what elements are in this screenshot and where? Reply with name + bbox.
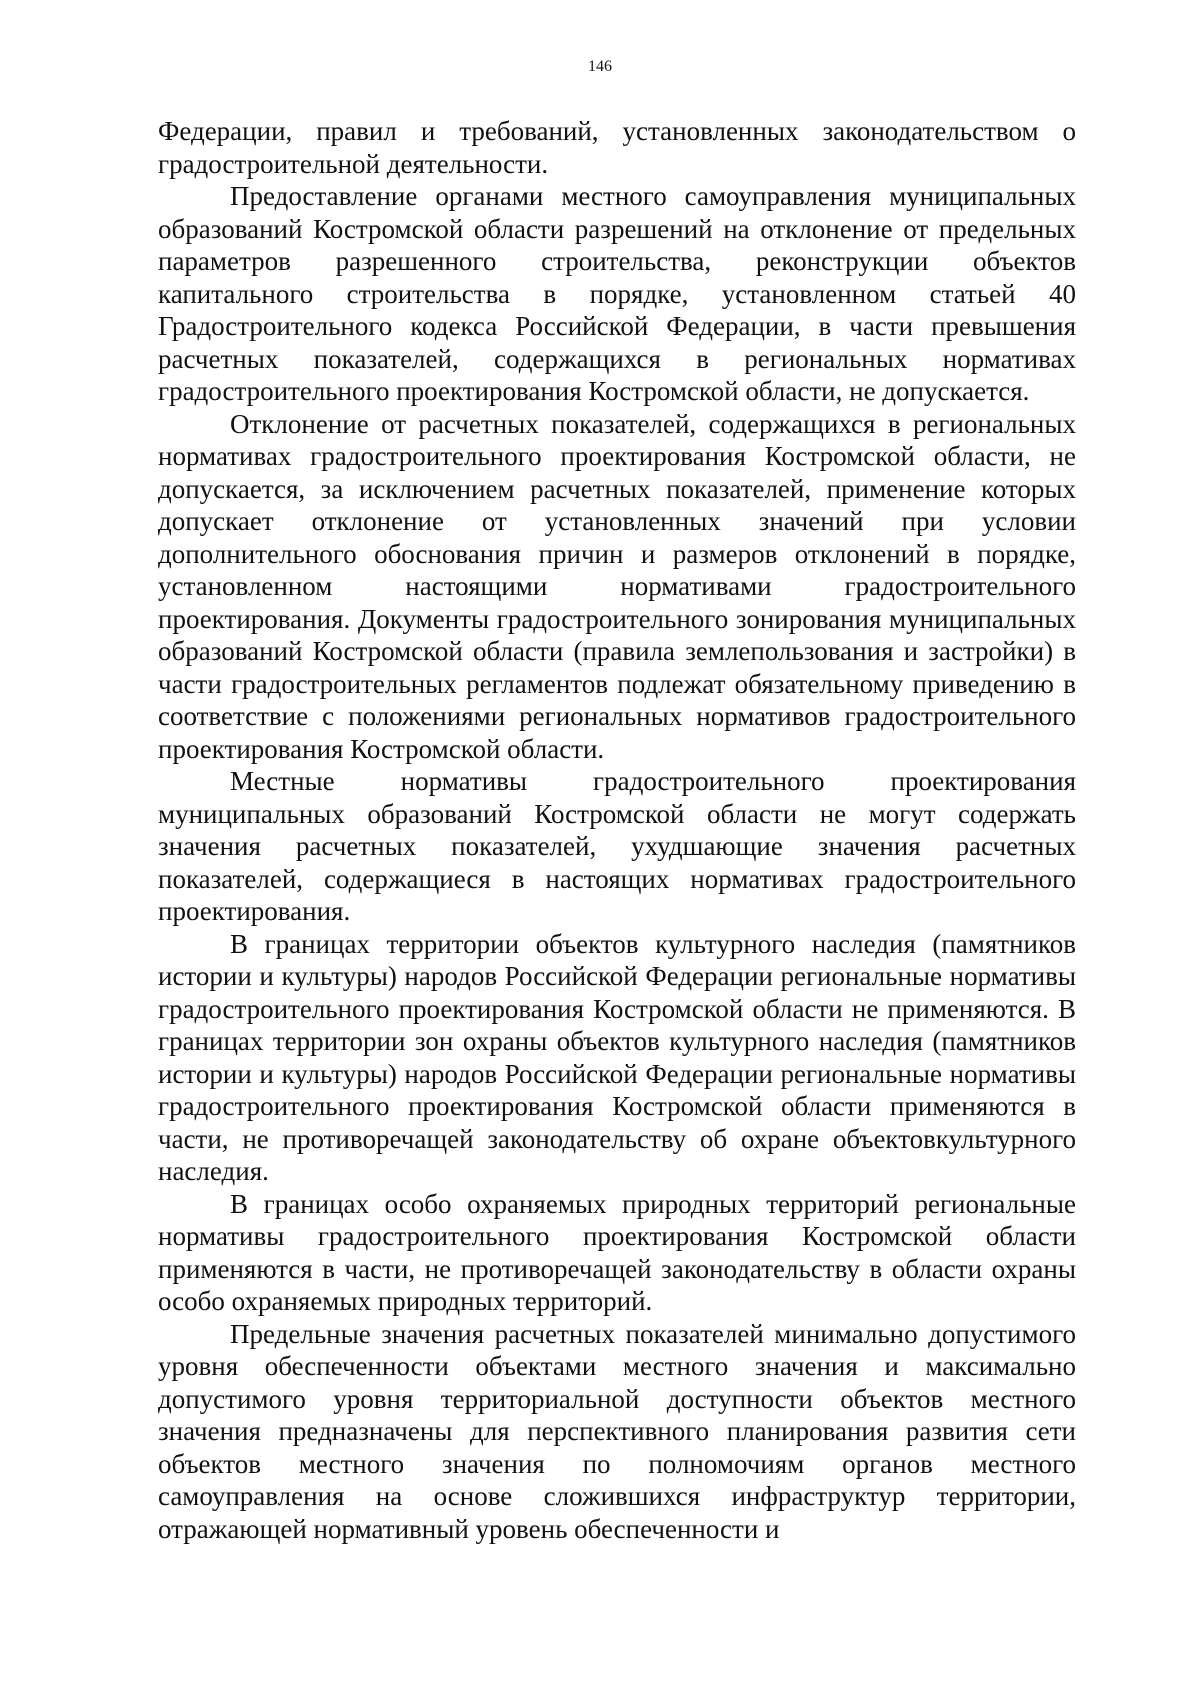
paragraph-local-standards: Местные нормативы градостроительного проектирования муниципальных образований Костромской области не могут содержать значения расчетных показателей, ухудшающие значения расчетных показателей, содержащиеся в настоящих нормативах градостроительного проектирования.: [158, 766, 1076, 926]
paragraph-deviation-from-indicators: Отклонение от расчетных показателей, содержащихся в региональных нормативах градостроительного проектирования Костромской области, не допускается, за исключением расчетных показателей, применение которых допускает отклонение от установленных значений при условии дополнительного обоснования причин и размеров отклонений в порядке, установленном настоящими нормативами градостроительного проектирования. Документы градостроительного зонирования муниципальных образований Костромской области (правила землепользования и застройки) в части градостроительных регламентов подлежат обязательному приведению в соответствие с положениями региональных нормативов градостроительного проектирования Костромской области.: [158, 408, 1076, 764]
paragraph-continuation: Федерации, правил и требований, установленных законодательством о градостроительной деятельности.: [158, 116, 1076, 179]
page-number: 146: [588, 58, 612, 75]
paragraph-limit-values: Предельные значения расчетных показателей минимально допустимого уровня обеспеченности объектами местного значения и максимально допустимого уровня территориальной доступности объектов местного значения предназначены для перспективного планирования развития сети объектов местного значения по полномочиям органов местного самоуправления на основе сложившихся инфраструктур территории, отражающей нормативный уровень обеспеченности и: [158, 1318, 1076, 1544]
paragraph-cultural-heritage: В границах территории объектов культурного наследия (памятников истории и культуры) народов Российской Федерации региональные нормативы градостроительного проектирования Костромской области не применяются. В границах территории зон охраны объектов культурного наследия (памятников истории и культуры) народов Российской Федерации региональные нормативы градостроительного проектирования Костромской области применяются в части, не противоречащей законодательству об охране объектовкультурного наследия.: [158, 928, 1076, 1186]
paragraph-permits-deviation: Предоставление органами местного самоуправления муниципальных образований Костромской области разрешений на отклонение от предельных параметров разрешенного строительства, реконструкции объектов капитального строительства в порядке, установленном статьей 40 Градостроительного кодекса Российской Федерации, в части превышения расчетных показателей, содержащихся в региональных нормативах градостроительного проектирования Костромской области, не допускается.: [158, 181, 1076, 406]
paragraph-protected-natural-areas: В границах особо охраняемых природных территорий региональные нормативы градостроительного проектирования Костромской области применяются в части, не противоречащей законодательству в области охраны особо охраняемых природных территорий.: [158, 1188, 1076, 1316]
document-body: [158, 115, 1076, 1545]
